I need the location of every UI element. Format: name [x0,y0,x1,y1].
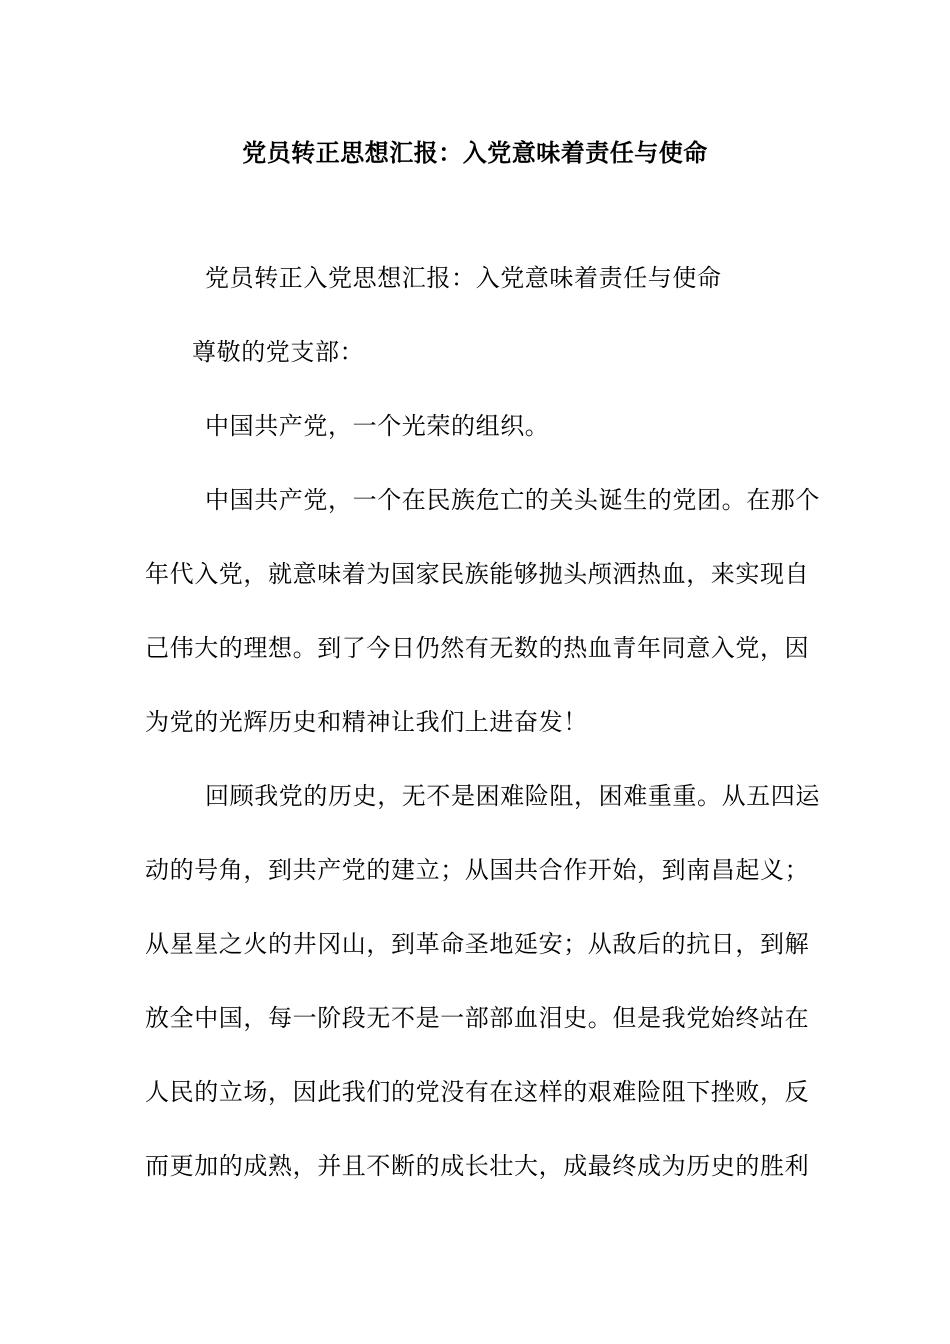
paragraph-3-line-4: 放全中国，每一阶段无不是一部部血泪史。但是我党始终站在 [145,1004,810,1032]
salutation: 尊敬的党支部： [192,338,365,366]
paragraph-3-line-5: 人民的立场，因此我们的党没有在这样的艰难险阻下挫败，反 [145,1078,810,1106]
paragraph-3-line-1: 回顾我党的历史，无不是困难险阻，困难重重。从五四运 [205,782,820,810]
paragraph-3-line-6: 而更加的成熟，并且不断的成长壮大，成最终成为历史的胜利 [145,1152,810,1180]
document-title: 党员转正思想汇报：入党意味着责任与使命 [242,138,708,167]
paragraph-2-line-2: 年代入党，就意味着为国家民族能够抛头颅洒热血，来实现自 [145,560,810,588]
paragraph-3-line-3: 从星星之火的井冈山，到革命圣地延安；从敌后的抗日，到解 [145,930,810,958]
paragraph-3-line-2: 动的号角，到共产党的建立；从国共合作开始，到南昌起义； [145,856,810,884]
paragraph-2-line-4: 为党的光辉历史和精神让我们上进奋发！ [145,708,588,736]
document-subtitle: 党员转正入党思想汇报：入党意味着责任与使命 [205,264,722,292]
paragraph-2-line-3: 己伟大的理想。到了今日仍然有无数的热血青年同意入党，因 [145,634,810,662]
paragraph-2-line-1: 中国共产党，一个在民族危亡的关头诞生的党团。在那个 [205,486,820,514]
paragraph-1: 中国共产党，一个光荣的组织。 [205,412,550,440]
